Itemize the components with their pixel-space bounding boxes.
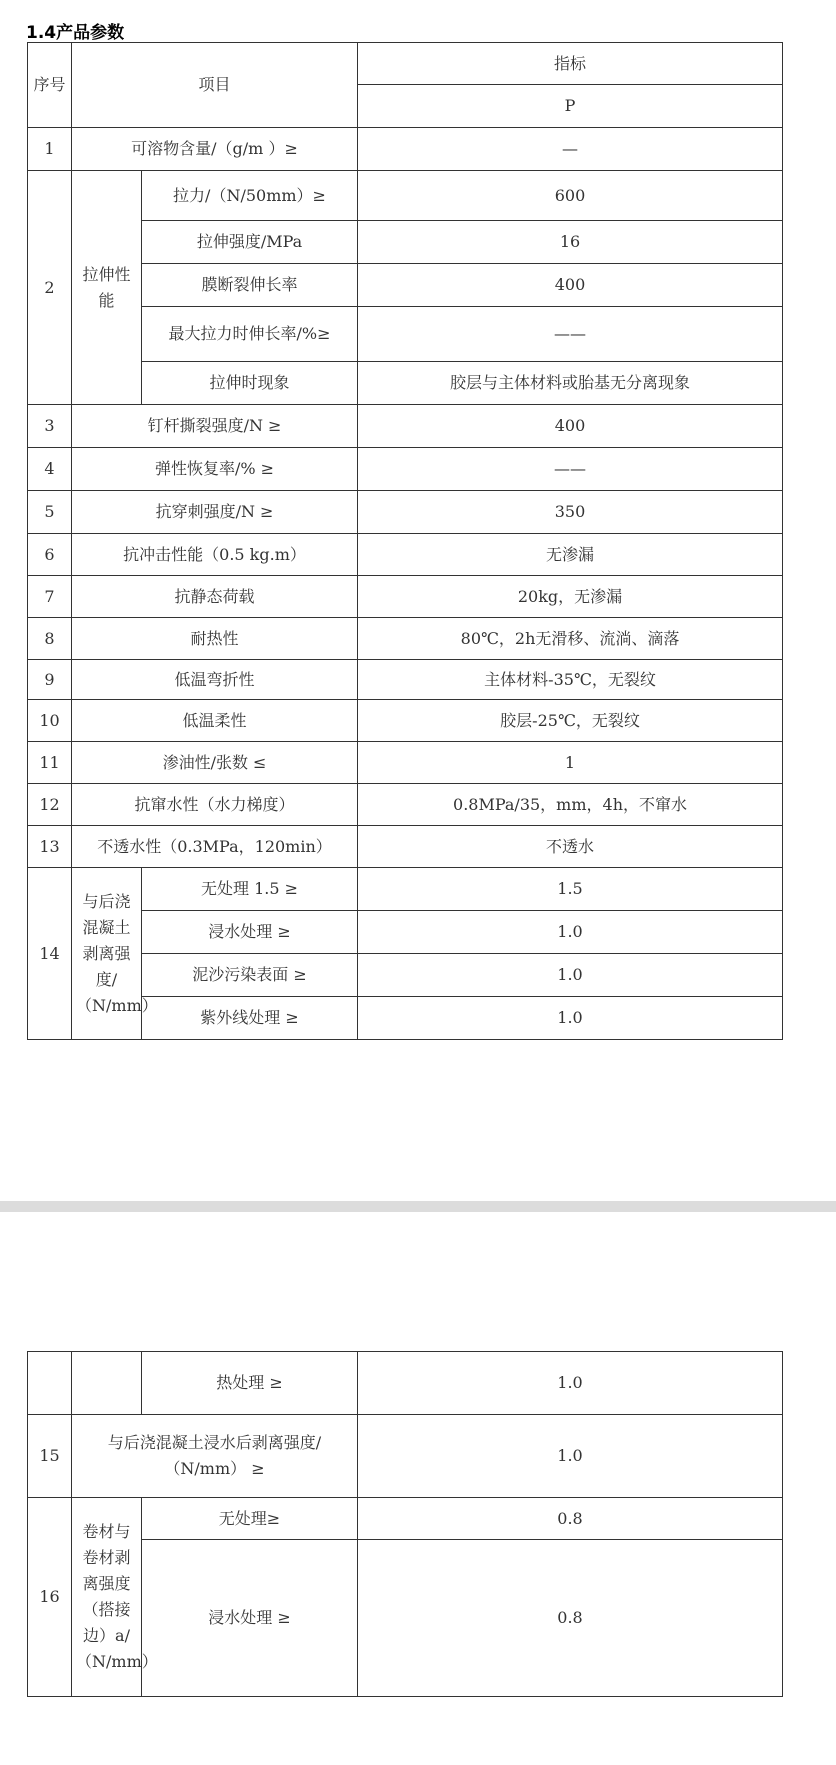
page-separator	[0, 1201, 836, 1212]
row-value: 0.8MPa/35，mm，4h，不窜水	[358, 784, 783, 826]
row-value: 1.0	[358, 1352, 783, 1415]
row-no: 3	[28, 405, 72, 448]
table-row	[28, 1498, 783, 1540]
row-value: 400	[358, 405, 783, 448]
row-item: 泥沙污染表面 ≥	[142, 954, 358, 997]
row-item: 抗静态荷载	[72, 576, 358, 618]
row-value: 不透水	[358, 826, 783, 868]
table-row	[28, 448, 783, 491]
row-value: 80℃，2h无滑移、流淌、滴落	[358, 618, 783, 660]
row-no: 9	[28, 660, 72, 700]
row-item: 抗冲击性能（0.5 kg.m）	[72, 534, 358, 576]
row-no: 12	[28, 784, 72, 826]
header-item: 项目	[72, 43, 358, 128]
row-no: 4	[28, 448, 72, 491]
row-value: 1.0	[358, 997, 783, 1040]
row-no: 6	[28, 534, 72, 576]
row-group: 拉伸性能	[72, 171, 142, 405]
row-item: 与后浇混凝土浸水后剥离强度/（N/mm） ≥	[72, 1415, 358, 1498]
table-row	[28, 700, 783, 742]
table-row	[28, 954, 783, 997]
row-no: 5	[28, 491, 72, 534]
row-no: 2	[28, 171, 72, 405]
row-item: 浸水处理 ≥	[142, 1540, 358, 1697]
table-row	[28, 1352, 783, 1415]
header-no: 序号	[28, 43, 72, 128]
row-value: 0.8	[358, 1498, 783, 1540]
row-value: 400	[358, 264, 783, 307]
row-value: 1	[358, 742, 783, 784]
row-item: 拉伸时现象	[142, 362, 358, 405]
table-row	[28, 307, 783, 362]
table-row	[28, 868, 783, 911]
row-group-empty	[72, 1352, 142, 1415]
row-no: 7	[28, 576, 72, 618]
row-value: 胶层与主体材料或胎基无分离现象	[358, 362, 783, 405]
row-group: 与后浇混凝土剥离强度/（N/mm）	[72, 868, 142, 1040]
row-item: 低温柔性	[72, 700, 358, 742]
table-row	[28, 576, 783, 618]
row-no: 1	[28, 128, 72, 171]
product-spec-table	[27, 42, 783, 1040]
row-item: 拉伸强度/MPa	[142, 221, 358, 264]
row-value: 0.8	[358, 1540, 783, 1697]
row-no: 8	[28, 618, 72, 660]
row-value: 20kg，无渗漏	[358, 576, 783, 618]
row-value: 600	[358, 171, 783, 221]
row-value: —	[358, 128, 783, 171]
row-item: 最大拉力时伸长率/%≥	[142, 307, 358, 362]
row-item: 渗油性/张数 ≤	[72, 742, 358, 784]
table-row	[28, 784, 783, 826]
table-row	[28, 618, 783, 660]
row-item: 低温弯折性	[72, 660, 358, 700]
header-indicator: 指标	[358, 43, 783, 85]
table-row	[28, 362, 783, 405]
row-item: 拉力/（N/50mm）≥	[142, 171, 358, 221]
table-row	[28, 742, 783, 784]
table-row	[28, 405, 783, 448]
row-value: ——	[358, 448, 783, 491]
row-item: 可溶物含量/（g/m ）≥	[72, 128, 358, 171]
table-row	[28, 534, 783, 576]
row-item: 无处理≥	[142, 1498, 358, 1540]
row-item: 弹性恢复率/% ≥	[72, 448, 358, 491]
table-row	[28, 221, 783, 264]
row-no: 15	[28, 1415, 72, 1498]
table-row	[28, 264, 783, 307]
row-value: 胶层-25℃，无裂纹	[358, 700, 783, 742]
row-item: 不透水性（0.3MPa，120min）	[72, 826, 358, 868]
row-value: 1.0	[358, 954, 783, 997]
row-no: 10	[28, 700, 72, 742]
product-spec-table-continued	[27, 1351, 783, 1697]
section-title: 1.4产品参数	[26, 23, 125, 43]
row-value: 1.5	[358, 868, 783, 911]
row-no: 11	[28, 742, 72, 784]
row-item: 无处理 1.5 ≥	[142, 868, 358, 911]
row-item: 膜断裂伸长率	[142, 264, 358, 307]
table-row	[28, 128, 783, 171]
row-item: 抗窜水性（水力梯度）	[72, 784, 358, 826]
row-item: 耐热性	[72, 618, 358, 660]
row-no: 16	[28, 1498, 72, 1697]
table-row	[28, 171, 783, 221]
row-value: 350	[358, 491, 783, 534]
row-value: ——	[358, 307, 783, 362]
table-row	[28, 826, 783, 868]
row-item: 钉杆撕裂强度/N ≥	[72, 405, 358, 448]
row-item: 抗穿刺强度/N ≥	[72, 491, 358, 534]
table-row	[28, 1415, 783, 1498]
row-item: 紫外线处理 ≥	[142, 997, 358, 1040]
header-type: P	[358, 85, 783, 128]
row-value: 1.0	[358, 1415, 783, 1498]
table-row	[28, 911, 783, 954]
row-no: 13	[28, 826, 72, 868]
row-value: 1.0	[358, 911, 783, 954]
row-no: 14	[28, 868, 72, 1040]
row-value: 主体材料-35℃，无裂纹	[358, 660, 783, 700]
table-row	[28, 491, 783, 534]
row-value: 16	[358, 221, 783, 264]
row-item: 浸水处理 ≥	[142, 911, 358, 954]
row-value: 无渗漏	[358, 534, 783, 576]
table-row	[28, 660, 783, 700]
row-item: 热处理 ≥	[142, 1352, 358, 1415]
row-group: 卷材与卷材剥离强度（搭接边）a/（N/mm）	[72, 1498, 142, 1697]
table-header-row	[28, 43, 783, 85]
row-no-empty	[28, 1352, 72, 1415]
